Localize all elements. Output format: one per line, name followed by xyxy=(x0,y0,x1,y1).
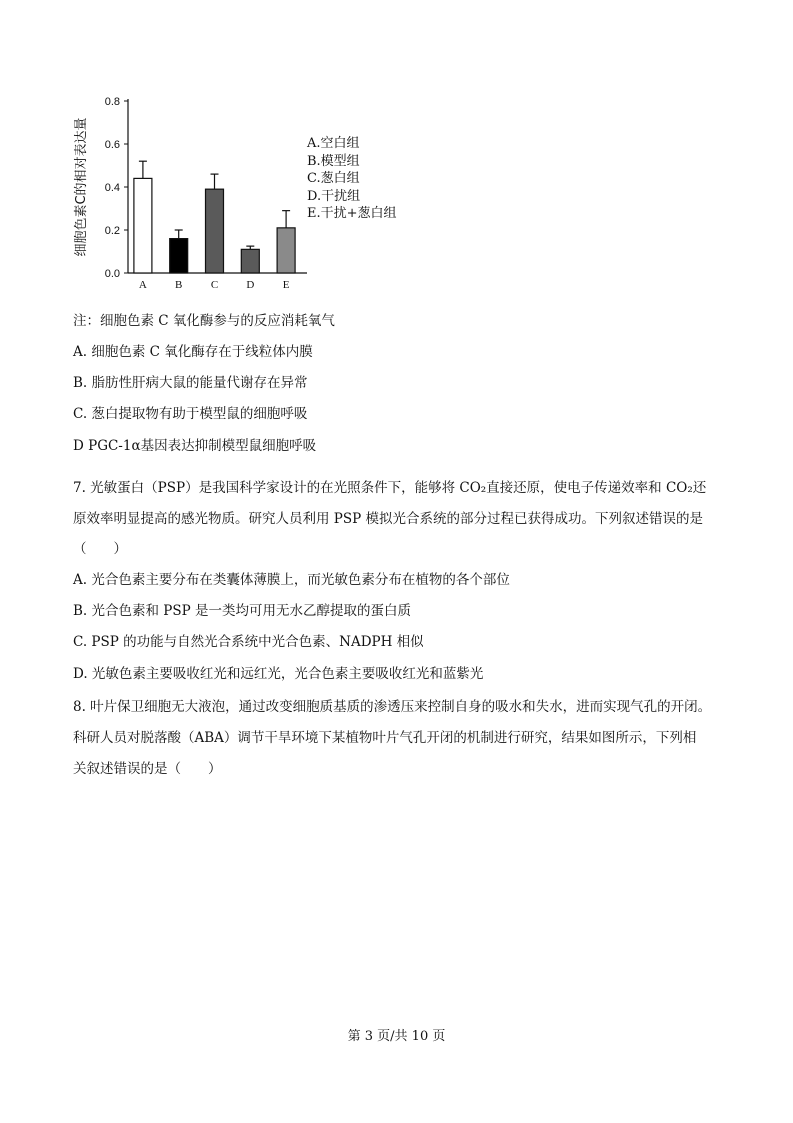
y-tick-label: 0.4 xyxy=(104,182,120,194)
q8-stem-line-2: 科研人员对脱落酸（ABA）调节干旱环境下某植物叶片气孔开闭的机制进行研究，结果如图所示，下列相 xyxy=(73,730,697,746)
q7-stem-line-2: 原效率明显提高的感光物质。研究人员利用 PSP 模拟光合系统的部分过程已获得成功。下列叙述错误的是 xyxy=(73,511,703,527)
bar-c xyxy=(206,189,224,273)
x-category-label: C xyxy=(210,279,219,291)
legend-item-d: D.干扰组 xyxy=(307,188,361,204)
x-category-label: E xyxy=(282,279,290,291)
q7-option-b: B. 光合色素和 PSP 是一类均可用无水乙醇提取的蛋白质 xyxy=(73,603,412,619)
x-category-label: D xyxy=(246,279,255,291)
y-tick-label: 0.8 xyxy=(104,96,120,108)
y-tick-label: 0.0 xyxy=(104,268,120,280)
q6-option-b: B. 脂肪性肝病大鼠的能量代谢存在异常 xyxy=(73,375,308,391)
q7-option-d: D. 光敏色素主要吸收红光和远红光，光合色素主要吸收红光和蓝紫光 xyxy=(73,666,484,682)
x-category-label: A xyxy=(138,279,147,291)
q6-option-d: D PGC-1α基因表达抑制模型鼠细胞呼吸 xyxy=(73,438,317,454)
q6-option-c: C. 葱白提取物有助于模型鼠的细胞呼吸 xyxy=(73,406,308,422)
q7-stem-line-3: （ ） xyxy=(73,541,127,557)
bar-a xyxy=(134,178,152,273)
y-tick-label: 0.2 xyxy=(104,225,120,237)
bar-b xyxy=(170,239,188,273)
q8-stem-line-1: 8. 叶片保卫细胞无大液泡，通过改变细胞质基质的渗透压来控制自身的吸水和失水，进而实现气孔的开闭。 xyxy=(73,699,712,715)
q7-option-c: C. PSP 的功能与自然光合系统中光合色素、NADPH 相似 xyxy=(73,634,424,650)
legend-item-a: A.空白组 xyxy=(307,136,360,151)
bar-e xyxy=(277,228,295,273)
q7-stem-line-1: 7. 光敏蛋白（PSP）是我国科学家设计的在光照条件下，能够将 CO₂直接还原，使电子传递效率和 CO₂还 xyxy=(73,480,707,496)
page-footer: 第 3 页/共 10 页 xyxy=(347,1029,446,1044)
legend-item-b: B.模型组 xyxy=(307,153,360,169)
x-category-label: B xyxy=(175,279,183,291)
y-axis-label: 细胞色素C的相对表达量 xyxy=(74,117,89,257)
legend-item-e: E.干扰+葱白组 xyxy=(307,206,397,221)
chart-legend xyxy=(307,135,397,223)
legend-item-c: C.葱白组 xyxy=(307,171,360,186)
q7-option-a: A. 光合色素主要分布在类囊体薄膜上，而光敏色素分布在植物的各个部位 xyxy=(73,572,510,588)
y-tick-label: 0.6 xyxy=(104,139,120,151)
q8-stem-line-3: 关叙述错误的是（ ） xyxy=(73,761,222,777)
chart-note: 注：细胞色素 C 氧化酶参与的反应消耗氧气 xyxy=(73,313,335,329)
q6-option-a: A. 细胞色素 C 氧化酶存在于线粒体内膜 xyxy=(73,344,313,360)
bar-d xyxy=(241,249,259,273)
